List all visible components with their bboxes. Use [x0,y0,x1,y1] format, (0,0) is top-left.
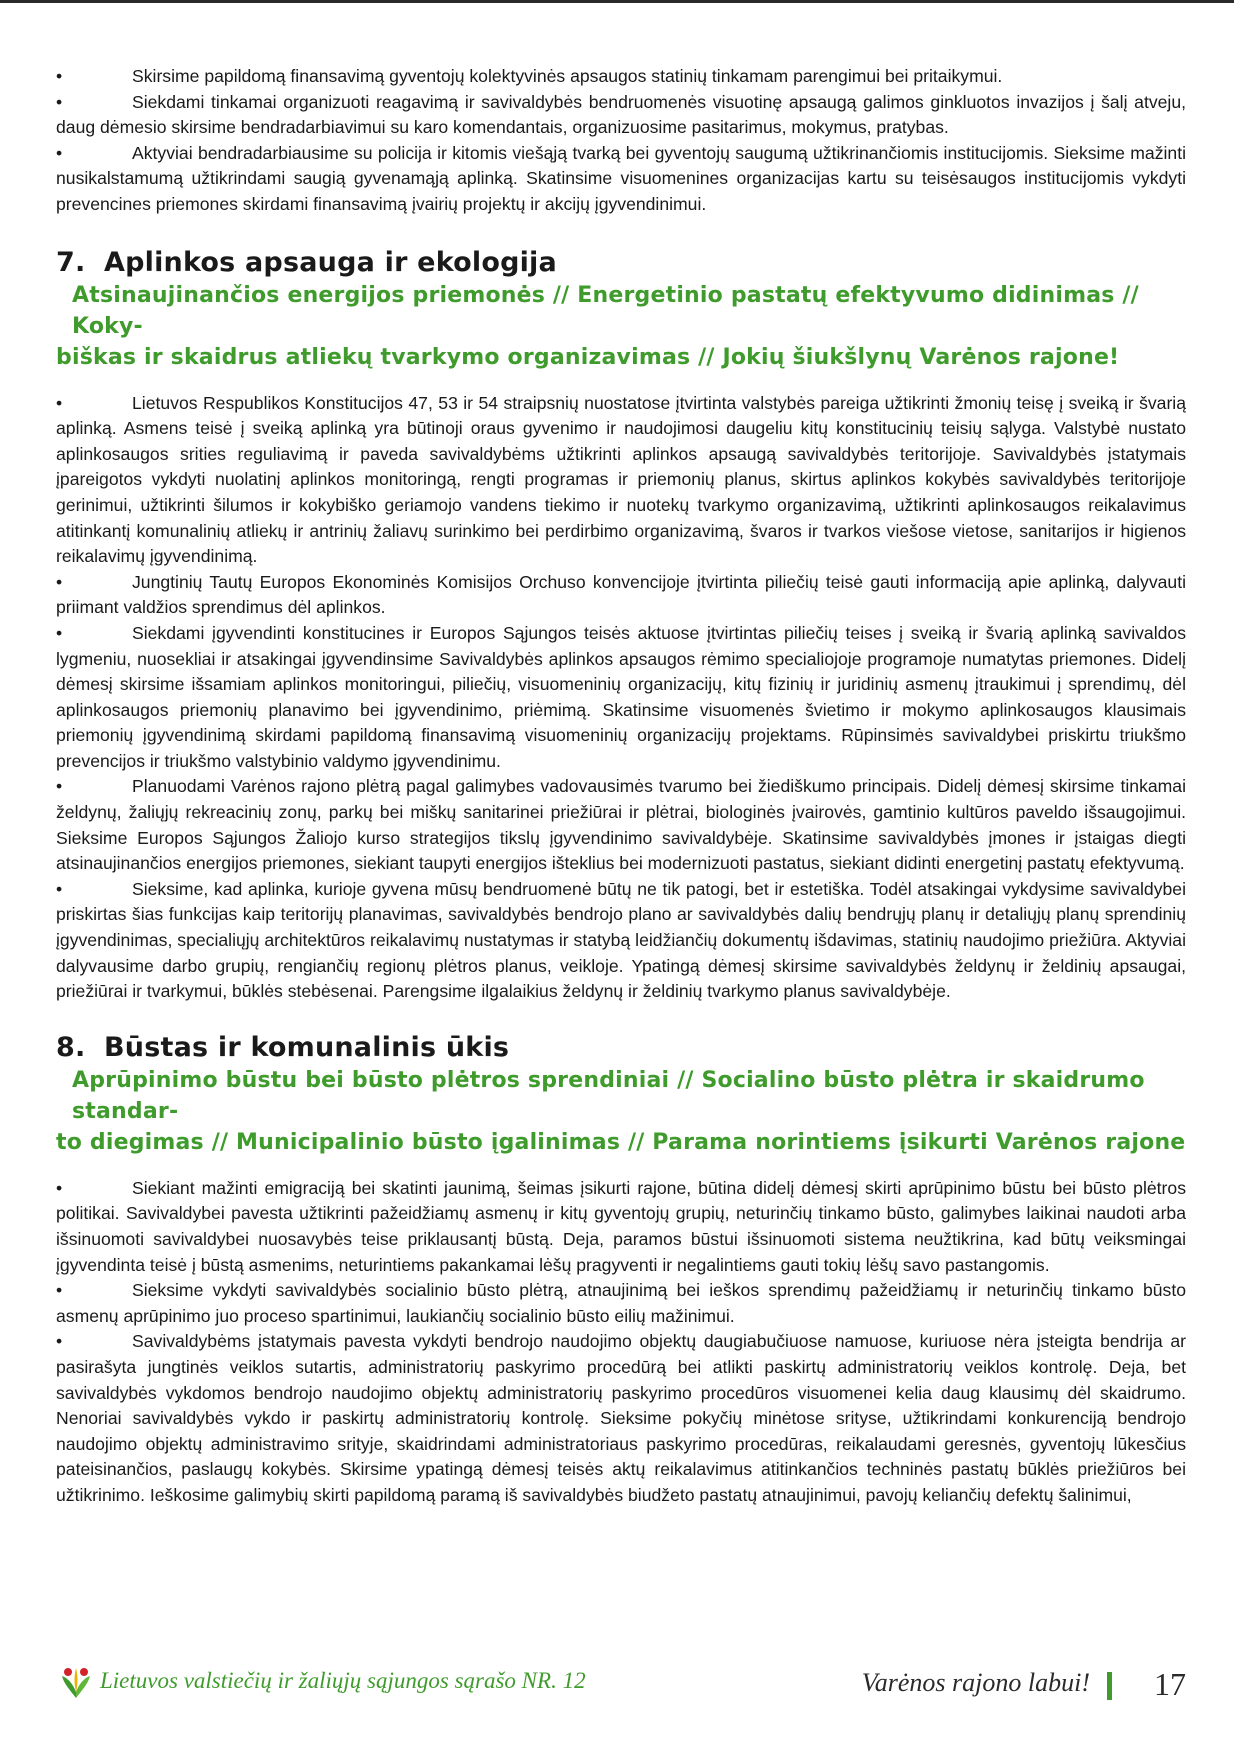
list-item: • Skirsime papildomą finansavimą gyventojų kolektyvinės apsaugos statinių tinkamam parengimui bei pritaikymui. [56,64,1186,90]
list-item: • Siekiant mažinti emigraciją bei skatinti jaunimą, šeimas įsikurti rajone, būtina didelį dėmesį skirti aprūpinimo būstu bei būsto plėtros politikai. Savivaldybei pavesta užtikrinti pažeidžiamų asmenų ir kitų gyventojų grupių, neturinčių tinkamo būsto, galimybes laikinai naudoti arba išsinuomoti savivaldybei nuosavybės teise priklausantį būstą. Deja, paramos būstui išsinuomoti sistema neužtikrina, kad būtų veiksmingai įgyvendinta teisė į būstą asmenims, neturintiems pakankamai lėšų pragyventi ir negalintiems gauti tokių lėšų savo pastangomis. [56,1177,1186,1275]
bullet-icon: • [56,622,63,643]
page-number: 17 [1154,1666,1186,1702]
list-item: • Siekdami įgyvendinti konstitucines ir Europos Sąjungos teisės aktuose įtvirtintas piliečių teises į sveiką ir švarią aplinką savivaldos lygmeniu, nuosekliai ir atsakingai įgyvendinsime Savivaldybės aplinkos apsaugos rėmimo specialiojoje programoje numatytas priemones. Didelį dėmesį skirsime išsamiam aplinkos monitoringui, piliečių, visuomeninių organizacijų, kitų fizinių ir juridinių asmenų įtraukimui į sprendimų, dėl aplinkosaugos priemonių planavimo bei įgyvendinimo, priėmimą. Skatinsime visuomenės švietimo ir mokymo aplinkosaugos klausimais priemonių įgyvendinimą skirdami papildomą finansavimą visuomeninių organizacijų projektams. Rūpinsimės savivaldybei priskirtu triukšmo prevencijos ir triukšmo valstybinio valdymo įgyvendinimu. [56,622,1186,771]
party-list-text: Lietuvos valstiečių ir žaliųjų sąjungos sąrašo NR. 12 [100,1668,586,1693]
party-logo-icon [56,1662,96,1702]
page-footer [56,1658,1186,1708]
list-item: • Aktyviai bendradarbiausime su policija ir kitomis viešąją tvarką bei gyventojų saugumą užtikrinančiomis institucijomis. Sieksime mažinti nusikalstamumą užtikrindami saugią gyvenamąją aplinką. Skatinsime visuomenines organizacijas kartu su teisėsaugos institucijomis vykdyti prevencines priemones skirdami finansavimą įvairių projektų ir akcijų įgyvendinimui. [56,142,1186,214]
bullet-icon: • [56,142,63,163]
bullet-icon: • [56,66,63,86]
section-8-title: 8. Būstas ir komunalinis ūkis [56,1031,510,1063]
section-7-title: 7. Aplinkos apsauga ir ekologija [56,246,557,278]
bullet-icon: • [56,1280,63,1301]
list-item: • Savivaldybėms įstatymais pavesta vykdyti bendrojo naudojimo objektų daugiabučiuose namuose, kuriuose nėra įsteigta bendrija ar pasirašyta jungtinės veiklos sutartis, administratorių paskyrimo procedūrą bei atlikti paskirtų administratorių veiklos kontrolę. Deja, bet savivaldybės vykdomos bendrojo naudojimo objektų administratorių paskyrimo procedūros visuomenei kelia daug klausimų dėl skaidrumo. Nenoriai savivaldybės vykdo ir paskirtų administratorių kontrolę. Sieksime pokyčių minėtose srityse, užtikrindami konkurenciją bendrojo naudojimo objektų administravimo srityje, skaidrindami administratoriaus paskyrimo procedūras, reikalaudami geresnės, gyventojų lūkesčius pateisinančios, paslaugų kokybės. Skirsime ypatingą dėmesį teisės aktų reikalavimus atitinkančios techninės pastatų būklės priežiūros bei užtikrinimo. Ieškosime galimybių skirti papildomą paramą iš savivaldybės biudžeto pastatų atnaujinimui, pavojų keliančių defektų šalinimui, [56,1331,1186,1505]
list-item: • Planuodami Varėnos rajono plėtrą pagal galimybes vadovausimės tvarumo bei žiediškumo principais. Didelį dėmesį skirsime tinkamai želdynų, žaliųjų rekreacinių zonų, parkų bei miškų sanitarinei priežiūrai ir plėtrai, biologinės įvairovės, gamtinio kultūros paveldo išsaugojimui. Sieksime Europos Sąjungos Žaliojo kurso strategijos tikslų įgyvendinimo savivaldybėje. Skatinsime savivaldybės įmones ir įstaigas diegti atsinaujinančios energijos priemones, siekiant taupyti energijos išteklius bei modernizuoti pastatus, siekiant didinti energetinį pastatų efektyvumą. [56,776,1186,874]
section-7-list [56,391,1186,1005]
footer-divider [1107,1672,1112,1700]
section-7-subtitle: Atsinaujinančios energijos priemonės // Energetinio pastatų efektyvumo didinimas // Koky- biškas ir skaidrus atliekų tvarkymo organizavimas // Jokių šiukšlynų Varėnos rajone! [56,282,1139,370]
page-content [56,64,1186,1509]
list-item: • Sieksime, kad aplinka, kurioje gyvena mūsų bendruomenė būtų ne tik patogi, bet ir estetiška. Todėl atsakingai vykdysime savivaldybei priskirtas šias funkcijas kaip teritorijų planavimas, savivaldybės bendrojo plano ar savivaldybės dalių bendrųjų planų ir detaliųjų planų sprendinių įgyvendinimas, specialiųjų architektūros reikalavimų nustatymas ir statybą leidžiančių dokumentų išdavimas, statinių naudojimo priežiūra. Aktyviai dalyvausime darbo grupių, rengiančių regionų plėtros planus, veikloje. Ypatingą dėmesį skirsime savivaldybės želdynų ir želdinių apsaugai, priežiūrai ir tvarkymui, būklės stebėsenai. Parengsime ilgalaikius želdynų ir želdinių tvarkymo planus savivaldybėje. [56,878,1186,1002]
bullet-icon: • [56,878,63,899]
bullet-icon: • [56,1177,63,1198]
bullet-icon: • [56,776,63,797]
bullet-icon: • [56,91,63,112]
section-8-list [56,1176,1186,1509]
bullet-icon: • [56,392,63,413]
list-item: • Jungtinių Tautų Europos Ekonominės Komisijos Orchuso konvencijoje įtvirtinta piliečių teisė gauti informaciją apie aplinką, dalyvauti priimant valdžios sprendimus dėl aplinkos. [56,571,1186,618]
bullet-icon: • [56,571,63,592]
intro-list [56,64,1186,218]
bullet-icon: • [56,1331,63,1352]
slogan-text: Varėnos rajono labui! [861,1668,1090,1697]
list-item: • Siekdami tinkamai organizuoti reagavimą ir savivaldybės bendruomenės visuotinę apsaugą galimos ginkluotos invazijos į šalį atveju, daug dėmesio skirsime bendradarbiavimui su karo komendantais, organizuosime pasitarimus, mokymus, pratybas. [56,91,1186,138]
list-item: • Lietuvos Respublikos Konstitucijos 47, 53 ir 54 straipsnių nuostatose įtvirtinta valstybės pareiga užtikrinti žmonių teisę į sveiką ir švarią aplinką. Asmens teisė į sveiką aplinką yra būtinoji oraus gyvenimo ir naudojimosi daugeliu kitų konstitucinių teisių sąlyga. Valstybė nustato aplinkosaugos srities reguliavimą ir paveda savivaldybėms užtikrinti aplinkos apsaugą savivaldybės teritorijoje. Savivaldybės įstatymais įpareigotos vykdyti nuolatinį aplinkos monitoringą, rengti programas ir priemonių planus, skirtus aplinkos kokybės savivaldybės teritorijoje gerinimui, užtikrinti šilumos ir kokybiško geriamojo vandens tiekimo ir nuotekų tvarkymo organizavimą, užtikrinti aplinkosaugos reikalavimus atitinkantį komunalinių atliekų ir antrinių žaliavų surinkimo bei perdirbimo organizavimą, švaros ir tvarkos viešose vietose, sanitarijos ir higienos reikalavimų įgyvendinimą. [56,392,1186,567]
section-8-subtitle: Aprūpinimo būstu bei būsto plėtros sprendiniai // Socialino būsto plėtra ir skaidrumo standar- to diegimas // Municipalinio būsto įgalinimas // Parama norintiems įsikurti Varėnos rajone [56,1067,1186,1155]
top-rule [0,0,1234,3]
list-item: • Sieksime vykdyti savivaldybės socialinio būsto plėtrą, atnaujinimą bei ieškos sprendimų pažeidžiamų ir neturinčių tinkamo būsto asmenų aprūpinimo juo proceso spartinimui, laukiančių socialinio būsto eilių mažinimui. [56,1280,1186,1326]
